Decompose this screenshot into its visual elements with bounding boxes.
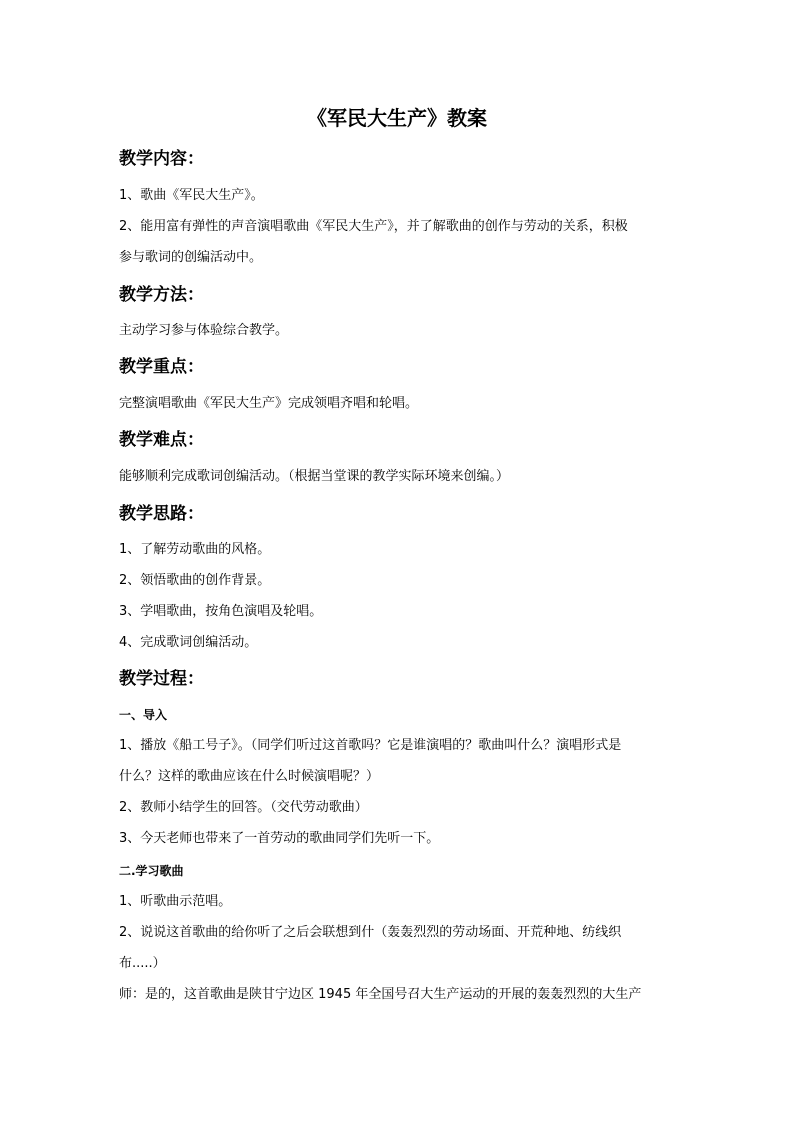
paragraph: 2、说说这首歌曲的给你听了之后会联想到什（轰轰烈烈的劳动场面、开荒种地、纺线织 — [119, 925, 622, 940]
paragraph: 1、播放《船工号子》。（同学们听过这首歌吗？它是谁演唱的？歌曲叫什么？演唱形式是 — [119, 738, 622, 753]
heading-idea: 教学思路： — [119, 504, 204, 524]
document-title: 《军民大生产》教案 — [307, 106, 487, 130]
subheading-learn-song: 二.学习歌曲 — [119, 864, 184, 878]
paragraph: 完整演唱歌曲《军民大生产》完成领唱齐唱和轮唱。 — [119, 396, 419, 411]
paragraph: 能够顺利完成歌词创编活动。（根据当堂课的教学实际环境来创编。） — [119, 469, 510, 484]
paragraph: 2、教师小结学生的回答。（交代劳动歌曲） — [119, 800, 368, 815]
heading-method: 教学方法： — [119, 285, 204, 305]
paragraph: 4、完成歌词创编活动。 — [119, 635, 258, 650]
heading-content: 教学内容： — [119, 149, 204, 169]
paragraph: 1、了解劳动歌曲的风格。 — [119, 542, 271, 557]
paragraph: 参与歌词的创编活动中。 — [119, 250, 263, 265]
paragraph: 主动学习参与体验综合教学。 — [119, 323, 289, 338]
heading-key: 教学重点： — [119, 357, 204, 377]
subheading-intro: 一、导入 — [119, 708, 168, 722]
paragraph: 3、今天老师也带来了一首劳动的歌曲同学们先听一下。 — [119, 831, 440, 846]
paragraph: 3、学唱歌曲，按角色演唱及轮唱。 — [119, 604, 323, 619]
paragraph: 什么？这样的歌曲应该在什么时候演唱呢？） — [119, 769, 380, 784]
paragraph: 师：是的，这首歌曲是陕甘宁边区 1945 年全国号召大生产运动的开展的轰轰烈烈的大生产 — [119, 987, 642, 1002]
paragraph: 1、歌曲《军民大生产》。 — [119, 188, 264, 203]
paragraph: 2、能用富有弹性的声音演唱歌曲《军民大生产》，并了解歌曲的创作与劳动的关系，积极 — [119, 219, 628, 234]
paragraph: 2、领悟歌曲的创作背景。 — [119, 573, 271, 588]
paragraph: 1、听歌曲示范唱。 — [119, 894, 232, 909]
heading-process: 教学过程： — [119, 669, 204, 689]
heading-difficulty: 教学难点： — [119, 430, 204, 450]
paragraph: 布.....） — [119, 956, 166, 971]
